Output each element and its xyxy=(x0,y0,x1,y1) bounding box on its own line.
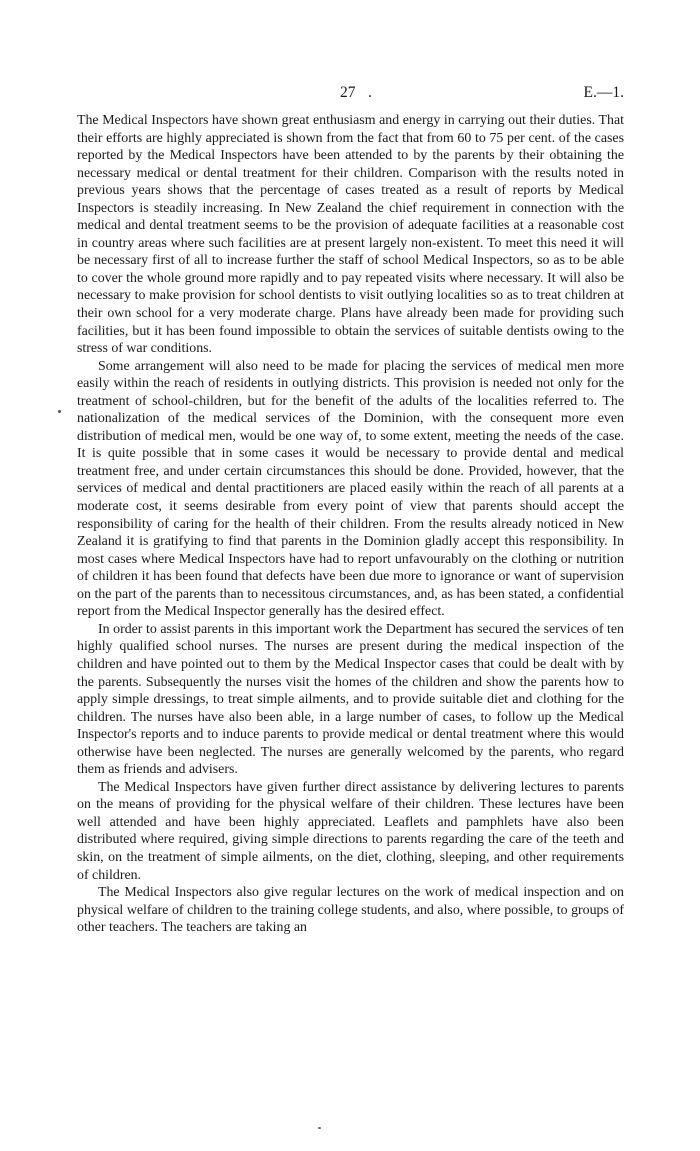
paragraph-3: In order to assist parents in this important work the Department has secured the services of ten highly qualified school nurses. The nurses are present during the medical inspection of the children and have pointed out to them by the Medical Inspector cases that could be dealt with by the parents. Subsequently the nurses visit the homes of the children and show the parents how to apply simple dressings, to treat simple ailments, and to provide suitable diet and clothing for the children. The nurses have also been able, in a large number of cases, to follow up the Medical Inspector's reports and to induce parents to provide medical or dental treatment where this would otherwise have been neglected. The nurses are generally welcomed by the parents, who regard them as friends and advisers. xyxy=(77,621,624,778)
paragraph-4: The Medical Inspectors have given further direct assistance by delivering lectures to parents on the means of providing for the physical welfare of their children. These lectures have been well attended and have been highly appreciated. Leaflets and pamphlets have also been distributed where required, giving simple directions to parents regarding the care of the teeth and skin, on the treatment of simple ailments, on the diet, clothing, sleeping, and other requirements of children. xyxy=(77,779,624,883)
margin-mark xyxy=(58,410,61,413)
page-bottom-mark xyxy=(318,1127,321,1129)
paragraph-1: The Medical Inspectors have shown great enthusiasm and energy in carrying out their duties. That their efforts are highly appreciated is shown from the fact that from 60 to 75 per cent. of the cases reported by the Medical Inspectors have been attended to by the parents by their obtaining the necessary medical or dental treatment for their children. Comparison with the results noted in previous years shows that the percentage of cases treated as a result of reports by Medical Inspectors is steadily increasing. In New Zealand the chief requirement in connection with the medical and dental treatment seems to be the provision of adequate facilities at a reasonable cost in country areas where such facilities are at present largely non-existent. To meet this need it will be necessary first of all to increase further the staff of school Medical Inspectors, so as to be able to cover the whole ground more rapidly and to pay repeated visits where necessary. It will also be necessary to make provision for school dentists to visit outlying localities so as to treat children at their own school for a very moderate charge. Plans have already been made for providing such facilities, but it has been found impossible to obtain the services of suitable dentists owing to the stress of war conditions. xyxy=(77,113,624,357)
body-text xyxy=(77,112,624,937)
page-header xyxy=(78,84,624,106)
paragraph-5: The Medical Inspectors also give regular lectures on the work of medical inspection and on physical welfare of children to the training college students, and also, where possible, to groups of other teachers. The teachers are taking an xyxy=(77,885,624,936)
document-reference: E.—1. xyxy=(583,84,624,101)
page-number: 27 xyxy=(340,84,356,101)
header-separator: . xyxy=(368,84,372,101)
paragraph-2: Some arrangement will also need to be made for placing the services of medical men more easily within the reach of residents in outlying districts. This provision is needed not only for the treatment of school-children, but for the benefit of the adults of the localities referred to. The nationalization of the medical services of the Dominion, with the consequent more even distribution of medical men, would be one way of, to some extent, meeting the needs of the case. It is quite possible that in some cases it would be necessary to provide dental and medical treatment free, and under certain circumstances this should be done. Provided, however, that the services of medical and dental practitioners are placed easily within the reach of all parents at a moderate cost, it seems desirable from every point of view that parents should accept the responsibility of caring for the health of their children. From the results already noticed in New Zealand it is gratifying to find that parents in the Dominion gladly accept this responsibility. In most cases where Medical Inspectors have had to report unfavourably on the clothing or nutrition of children it has been found that defects have been due more to ignorance or want of supervision on the part of the parents than to necessitous circumstances, and, as has been stated, a confidential report from the Medical Inspector generally has the desired effect. xyxy=(77,358,624,620)
